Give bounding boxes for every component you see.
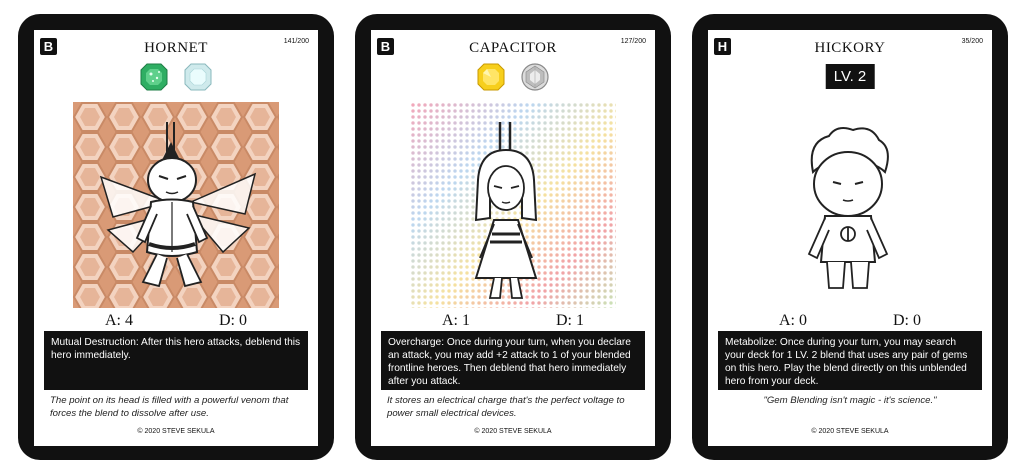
card-capacitor[interactable] bbox=[355, 14, 671, 460]
card-number: 127/200 bbox=[620, 38, 646, 45]
copyright: © 2020 STEVE SEKULA bbox=[474, 428, 552, 435]
capacitor-art bbox=[410, 102, 616, 308]
card-face bbox=[34, 30, 318, 446]
stats-row bbox=[34, 312, 318, 330]
aquamarine-gem-icon bbox=[183, 62, 213, 92]
hornet-illustration bbox=[73, 102, 279, 308]
card-name: HORNET bbox=[144, 40, 208, 56]
hornet-art bbox=[73, 102, 279, 308]
flavor-text: "Gem Blending isn't magic - it's science." bbox=[763, 395, 937, 406]
card-type-badge: B bbox=[377, 38, 394, 55]
stats-row bbox=[371, 312, 655, 330]
card-face bbox=[371, 30, 655, 446]
ability-text: Mutual Destruction: After this hero attacks, deblend this hero immediately. bbox=[44, 331, 308, 390]
copyright: © 2020 STEVE SEKULA bbox=[811, 428, 889, 435]
ability-text: Overcharge: Once during your turn, when you declare an attack, you may add +2 attack to 1 of your blended frontline heroes. Then deblend that hero immediately after you attack. bbox=[381, 331, 645, 390]
attack-stat: A: 4 bbox=[105, 312, 133, 329]
card-hickory[interactable] bbox=[692, 14, 1008, 460]
defense-stat: D: 0 bbox=[219, 312, 247, 329]
defense-stat: D: 1 bbox=[556, 312, 584, 329]
card-name: HICKORY bbox=[814, 40, 886, 56]
diamond-gem-icon bbox=[520, 62, 550, 92]
card-number: 35/200 bbox=[961, 38, 983, 45]
attack-stat: A: 1 bbox=[442, 312, 470, 329]
gem-row bbox=[34, 62, 318, 92]
stats-row bbox=[708, 312, 992, 330]
ability-text: Metabolize: Once during your turn, you may search your deck for 1 LV. 2 blend that uses any pair of gems on this hero. Play the blend directly on this unblended hero from your deck. bbox=[718, 331, 982, 390]
hickory-art bbox=[747, 102, 953, 308]
card-number: 141/200 bbox=[283, 38, 309, 45]
hickory-illustration bbox=[747, 102, 953, 308]
card-type-badge: H bbox=[714, 38, 731, 55]
card-type-badge: B bbox=[40, 38, 57, 55]
copyright: © 2020 STEVE SEKULA bbox=[137, 428, 215, 435]
gem-row bbox=[371, 62, 655, 92]
citrine-gem-icon bbox=[476, 62, 506, 92]
level-badge: LV. 2 bbox=[826, 64, 875, 89]
flavor-text: It stores an electrical charge that's the perfect voltage to power small electrical devices. bbox=[387, 395, 625, 419]
card-hornet[interactable] bbox=[18, 14, 334, 460]
card-face bbox=[708, 30, 992, 446]
capacitor-illustration bbox=[410, 102, 616, 308]
flavor-text: The point on its head is filled with a powerful venom that forces the blend to dissolve after use. bbox=[50, 395, 289, 419]
defense-stat: D: 0 bbox=[893, 312, 921, 329]
attack-stat: A: 0 bbox=[779, 312, 807, 329]
emerald-gem-icon bbox=[139, 62, 169, 92]
card-name: CAPACITOR bbox=[469, 40, 557, 56]
